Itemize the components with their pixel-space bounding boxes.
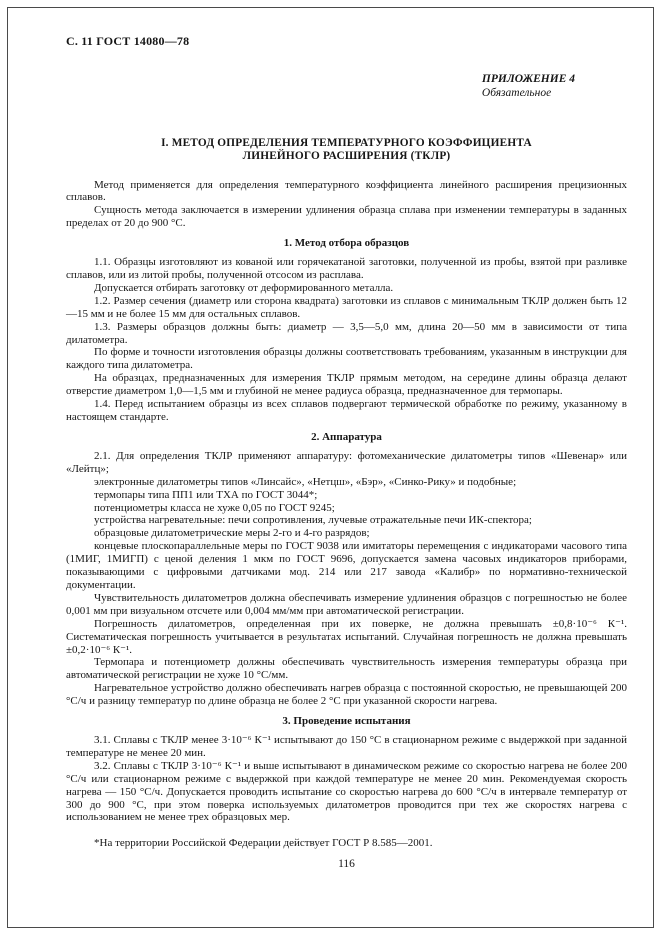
paragraph: 3.2. Сплавы с ТКЛР 3·10⁻⁶ К⁻¹ и выше испытывают в динамическом режиме со скоростью нагрева не более 200 °С/ч или стационарном режиме с выдержкой при каждой температуре не менее 20 мин. Рекомендуемая скорость нагрева — 150 °С/ч. Допускается проводить испытание со скоростью нагрева до 600 °С/ч в интервале температур от 300 до 900 °С, при этом поверка используемых дилатометров проводится при тех же скоростях нагрева с использованием не менее трех образцовых мер. <box>66 759 627 824</box>
annex-type: Обязательное <box>481 86 552 99</box>
section-heading-1: 1. Метод отбора образцов <box>283 237 410 250</box>
document-title <box>66 137 627 164</box>
paragraph: На образцах, предназначенных для измерения ТКЛР прямым методом, на середине длины образца делают отверстие диаметром 1,0—1,5 мм и глубиной не менее радиуса образца, предназначенное для термопары. <box>66 372 627 398</box>
paragraph: 3.1. Сплавы с ТКЛР менее 3·10⁻⁶ К⁻¹ испытывают до 150 °С в стационарном режиме с выдержкой при заданной температуре не менее 20 мин. <box>66 734 627 759</box>
annex-block <box>66 73 627 101</box>
paragraph: Нагревательное устройство должно обеспечивать нагрев образца с постоянной скоростью, не превышающей 200 °С/ч и разницу температур по длине образца не более 2 °С при указанной скорости нагрева. <box>66 682 627 708</box>
paragraph: электронные дилатометры типов «Линсайс», «Нетцш», «Бэр», «Синко-Рику» и подобные; <box>94 475 517 488</box>
section-heading-3: 3. Проведение испытания <box>282 715 411 728</box>
paragraph: 1.4. Перед испытанием образцы из всех сплавов подвергают термической обработке по режиму, указанному в настоящем стандарте. <box>66 398 627 423</box>
paragraph: термопары типа ПП1 или ТХА по ГОСТ 3044*; <box>94 488 318 501</box>
paragraph: Термопара и потенциометр должны обеспечивать чувствительность измерения температуры образца при автоматической регистрации не хуже 10 °С/мм. <box>66 656 627 682</box>
document-title-line1: I. МЕТОД ОПРЕДЕЛЕНИЯ ТЕМПЕРАТУРНОГО КОЭФФИЦИЕНТА <box>161 136 532 149</box>
running-header: С. 11 ГОСТ 14080—78 <box>66 34 190 48</box>
document-title-line2: ЛИНЕЙНОГО РАСШИРЕНИЯ (ТКЛР) <box>242 150 451 162</box>
paragraph: 1.3. Размеры образцов должны быть: диаметр — 3,5—5,0 мм, длина 20—50 мм в зависимости от типа дилатометра. <box>66 320 627 346</box>
page-number: 116 <box>338 858 355 871</box>
annex-label: ПРИЛОЖЕНИЕ 4 <box>481 73 575 85</box>
paragraph: концевые плоскопараллельные меры по ГОСТ 9038 или имитаторы перемещения с индикаторами часового типа (1МИГ, 1МИГП) с ценой деления 1 мкм по ГОСТ 9696, допускается замена часовых индикаторов приборами, показывающими с цифровыми датчиками мод. 214 или 217 завода «Калибр» по нормативно-технической документации. <box>66 540 627 591</box>
paragraph: образцовые дилатометрические меры 2-го и 4-го разрядов; <box>94 527 370 540</box>
paragraph: 1.2. Размер сечения (диаметр или сторона квадрата) заготовки из сплавов с минимальным ТКЛР должен быть 12—15 мм и не более 15 мм для остальных сплавов. <box>66 294 627 320</box>
paragraph: 2.1. Для определения ТКЛР применяют аппаратуру: фотомеханические дилатометры типов «Шевенар» или «Лейтц»; <box>66 449 627 475</box>
paragraph: 1.1. Образцы изготовляют из кованой или горячекатаной заготовки, полученной из пробы, взятой при разливке сплавов, или из литой пробы, полученной отсосом из расплава. <box>66 256 627 282</box>
page-content <box>66 34 627 870</box>
section-heading-2: 2. Аппаратура <box>311 430 382 443</box>
paragraph: устройства нагревательные: печи сопротивления, лучевые отражательные печи ИК-спектора; <box>94 514 532 527</box>
paragraph: Погрешность дилатометров, определенная при их поверке, не должна превышать ±0,8·10⁻⁶ К⁻¹. Систематическая погрешность учитывается в результатах испытаний. Случайная погрешность не должна превышать ±0,2·10⁻⁶ К⁻¹. <box>66 617 627 656</box>
paragraph: Чувствительность дилатометров должна обеспечивать измерение удлинения образцов с погрешностью не более 0,001 мм при визуальном отсчете или 0,004 мм/мм при автоматической регистрации. <box>66 591 627 617</box>
paragraph: Допускается отбирать заготовку от деформированного металла. <box>94 281 394 294</box>
intro-paragraph: Метод применяется для определения температурного коэффициента линейного расширения прецизионных сплавов. <box>66 178 627 204</box>
annex-inner <box>482 73 575 100</box>
paragraph: потенциометры класса не хуже 0,05 по ГОСТ 9245; <box>94 501 335 514</box>
footnote: *На территории Российской Федерации действует ГОСТ Р 8.585—2001. <box>94 837 433 850</box>
paragraph: По форме и точности изготовления образцы должны соответствовать требованиям, указанным в инструкции для каждого типа дилатометра. <box>66 346 627 372</box>
intro-paragraph: Сущность метода заключается в измерении удлинения образца сплава при изменении температуры в заданных пределах от 20 до 900 °С. <box>66 204 627 230</box>
